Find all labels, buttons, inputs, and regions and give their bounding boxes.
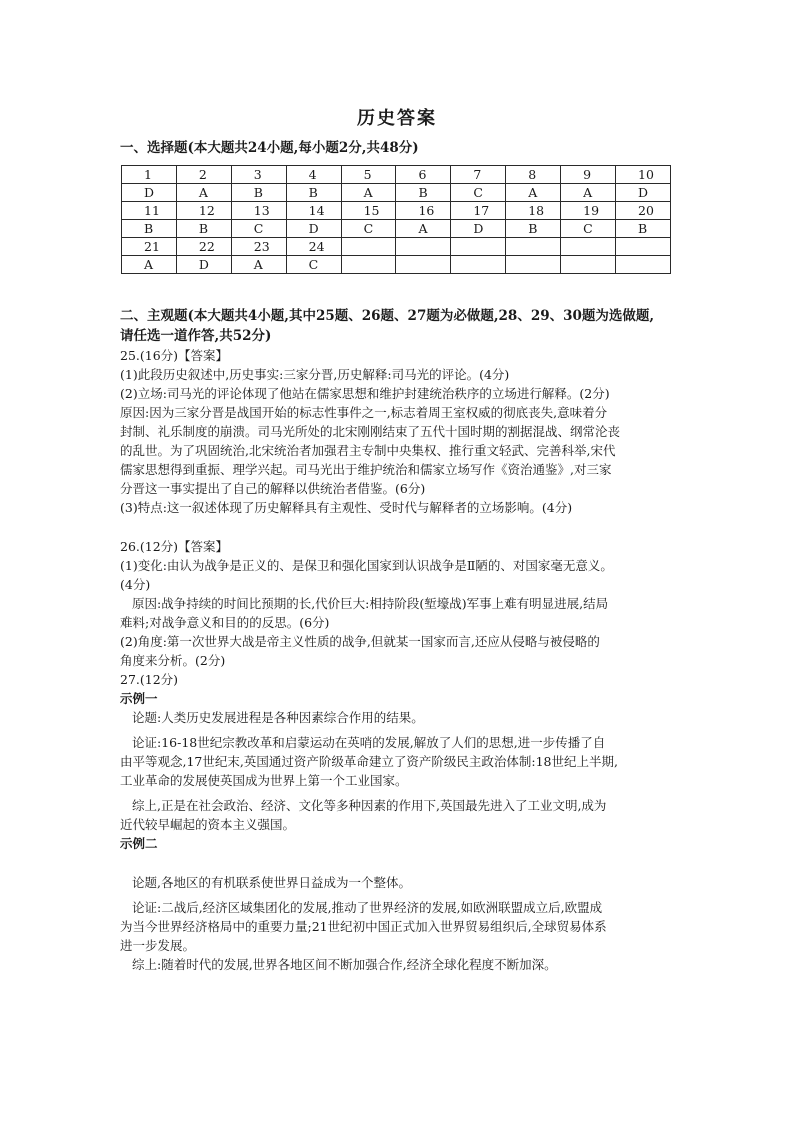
answer-table-cell: 6 [396, 166, 451, 184]
q26-part-1-line-1: (1)变化:由认为战争是正义的、是保卫和强化国家到认识战争是Ⅱ陋的、对国家毫无意义。 [120, 558, 613, 573]
answer-table-cell: D [122, 184, 177, 202]
answer-table-row [122, 166, 671, 184]
answer-table-cell: B [506, 220, 561, 238]
answer-table-cell: 22 [176, 238, 231, 256]
answer-table-cell: A [341, 184, 396, 202]
q25-reason-line-4: 儒家思想得到重振、理学兴起。司马光出于维护统治和儒家立场写作《资治通鉴》,对三家 [120, 462, 612, 477]
page-title: 历史答案 [357, 108, 437, 129]
answer-table-cell: B [231, 184, 286, 202]
q27-example-1-argument-line-2: 由平等观念,17世纪末,英国通过资产阶级革命建立了资产阶级民主政治体制:18世纪上半期, [120, 754, 618, 769]
q26-part-2-line-1: (2)角度:第一次世界大战是帝主义性质的战争,但就某一国家而言,还应从侵略与被侵略的 [120, 634, 600, 649]
answer-table-cell: 15 [341, 202, 396, 220]
answer-table-cell [451, 256, 506, 274]
q27-example-2-argument-line-1: 论证:二战后,经济区域集团化的发展,推动了世界经济的发展,如欧洲联盟成立后,欧盟成 [132, 900, 603, 915]
answer-table-row [122, 220, 671, 238]
answer-table-cell: A [506, 184, 561, 202]
answer-table-cell: B [176, 220, 231, 238]
answer-table-cell: 18 [506, 202, 561, 220]
answer-table-cell: 4 [286, 166, 341, 184]
answer-table-cell: 13 [231, 202, 286, 220]
answer-table-cell [506, 256, 561, 274]
answer-table-cell: C [341, 220, 396, 238]
q27-heading: 27.(12分) [120, 672, 179, 687]
q25-part-3: (3)特点:这一叙述体现了历史解释具有主观性、受时代与解释者的立场影响。(4分) [120, 500, 573, 515]
answer-table-cell [341, 238, 396, 256]
section-2-heading [120, 306, 680, 346]
q25-part-2: (2)立场:司马光的评论体现了他站在儒家思想和维护封建统治秩序的立场进行解释。(2分) [120, 386, 610, 401]
answer-table-cell: A [176, 184, 231, 202]
answer-table-cell: A [561, 184, 616, 202]
answer-table-cell: 2 [176, 166, 231, 184]
answer-table-cell: 10 [616, 166, 671, 184]
answers-body [120, 346, 682, 974]
q27-example-1-summary-line-1: 综上,正是在社会政治、经济、文化等多种因素的作用下,英国最先进入了工业文明,成为 [132, 798, 607, 813]
answer-table-cell: B [122, 220, 177, 238]
answer-table-cell: 19 [561, 202, 616, 220]
answer-table-cell: B [616, 220, 671, 238]
answer-table-cell [561, 238, 616, 256]
answer-table-cell: 12 [176, 202, 231, 220]
q26-part-1-line-2: (4分) [120, 577, 151, 592]
answer-table-cell: 20 [616, 202, 671, 220]
q27-example-1-argument-line-3: 工业革命的发展使英国成为世界上第一个工业国家。 [120, 773, 408, 788]
answer-table-cell: 3 [231, 166, 286, 184]
answer-table-cell: C [451, 184, 506, 202]
q25-reason-line-2: 封制、礼乐制度的崩溃。司马光所处的北宋刚刚结束了五代十国时期的割据混战、纲常沦丧 [120, 424, 621, 439]
q27-example-1-argument-line-1: 论证:16-18世纪宗教改革和启蒙运动在英哨的发展,解放了人们的思想,进一步传播了自 [132, 735, 606, 750]
section-1-heading: 一、选择题(本大题共24小题,每小题2分,共48分) [120, 140, 419, 156]
q26-reason-line-1: 原因:战争持续的时间比预期的长,代价巨大:相持阶段(堑壕战)军事上难有明显进展,结局 [132, 596, 609, 611]
q27-example-1-summary-line-2: 近代较早崛起的资本主义强国。 [120, 817, 296, 832]
q27-example-2-argument-line-3: 进一步发展。 [120, 938, 196, 953]
q27-example-1-label: 示例一 [120, 691, 158, 706]
q25-reason-line-5: 分晋这一事实提出了自己的解释以供统治者借鉴。(6分) [120, 481, 426, 496]
answer-table-cell: 16 [396, 202, 451, 220]
answer-table-row [122, 256, 671, 274]
q25-reason-line-1: 原因:因为三家分晋是战国开始的标志性事件之一,标志着周王室权威的彻底丧失,意味着分 [120, 405, 608, 420]
multiple-choice-answer-table [121, 165, 671, 274]
answer-table-row [122, 202, 671, 220]
answer-table-row [122, 238, 671, 256]
answer-table-row [122, 184, 671, 202]
answer-table-cell: A [231, 256, 286, 274]
q27-example-2-summary: 综上:随着时代的发展,世界各地区间不断加强合作,经济全球化程度不断加深。 [132, 957, 557, 972]
answer-table-cell [396, 238, 451, 256]
answer-table-cell [451, 238, 506, 256]
answer-table-cell: B [286, 184, 341, 202]
answer-table-cell: A [122, 256, 177, 274]
answer-table-cell: 7 [451, 166, 506, 184]
answer-table-cell: D [176, 256, 231, 274]
answer-table-cell: 11 [122, 202, 177, 220]
q25-heading: 25.(16分)【答案】 [120, 348, 229, 363]
section-2-heading-line-1: 二、主观题(本大题共4小题,其中25题、26题、27题为必做题,28、29、30题为选做题, [120, 308, 655, 324]
answer-table-cell: D [451, 220, 506, 238]
answer-table-cell: 14 [286, 202, 341, 220]
answer-table-cell [561, 256, 616, 274]
answer-table-cell [341, 256, 396, 274]
q25-reason-line-3: 的乱世。为了巩固统治,北宋统治者加强君主专制中央集权、推行重文轻武、完善科举,宋代 [120, 443, 616, 458]
q25-part-1: (1)此段历史叙述中,历史事实:三家分晋,历史解释:司马光的评论。(4分) [120, 367, 510, 382]
answer-table-cell: 9 [561, 166, 616, 184]
q26-part-2-line-2: 角度来分析。(2分) [120, 653, 226, 668]
q27-example-2-label: 示例二 [120, 836, 158, 851]
answer-table-cell: D [616, 184, 671, 202]
answer-table-cell: 17 [451, 202, 506, 220]
answer-table-cell: C [561, 220, 616, 238]
section-2-heading-line-2: 请任选一道作答,共52分) [120, 328, 272, 344]
answer-table-cell: A [396, 220, 451, 238]
q27-example-2-thesis: 论题,各地区的有机联系使世界日益成为一个整体。 [132, 875, 411, 890]
q27-example-2-argument-line-2: 为当今世界经济格局中的重要力量;21世纪初中国正式加入世界贸易组织后,全球贸易体系 [120, 919, 607, 934]
q26-heading: 26.(12分)【答案】 [120, 539, 229, 554]
q27-example-1-thesis: 论题:人类历史发展进程是各种因素综合作用的结果。 [132, 710, 424, 725]
answer-table-cell: 1 [122, 166, 177, 184]
answer-table-cell: 21 [122, 238, 177, 256]
answer-table-cell: C [286, 256, 341, 274]
answer-table-cell: 24 [286, 238, 341, 256]
answer-table-cell: 5 [341, 166, 396, 184]
answer-table-cell [396, 256, 451, 274]
answer-table-cell [616, 256, 671, 274]
answer-table-cell [616, 238, 671, 256]
answer-table-cell: D [286, 220, 341, 238]
answer-table-cell [506, 238, 561, 256]
answer-table-cell: B [396, 184, 451, 202]
answer-table-cell: C [231, 220, 286, 238]
q26-reason-line-2: 难料;对战争意义和目的的反思。(6分) [120, 615, 330, 630]
answer-table-cell: 8 [506, 166, 561, 184]
answer-table-cell: 23 [231, 238, 286, 256]
